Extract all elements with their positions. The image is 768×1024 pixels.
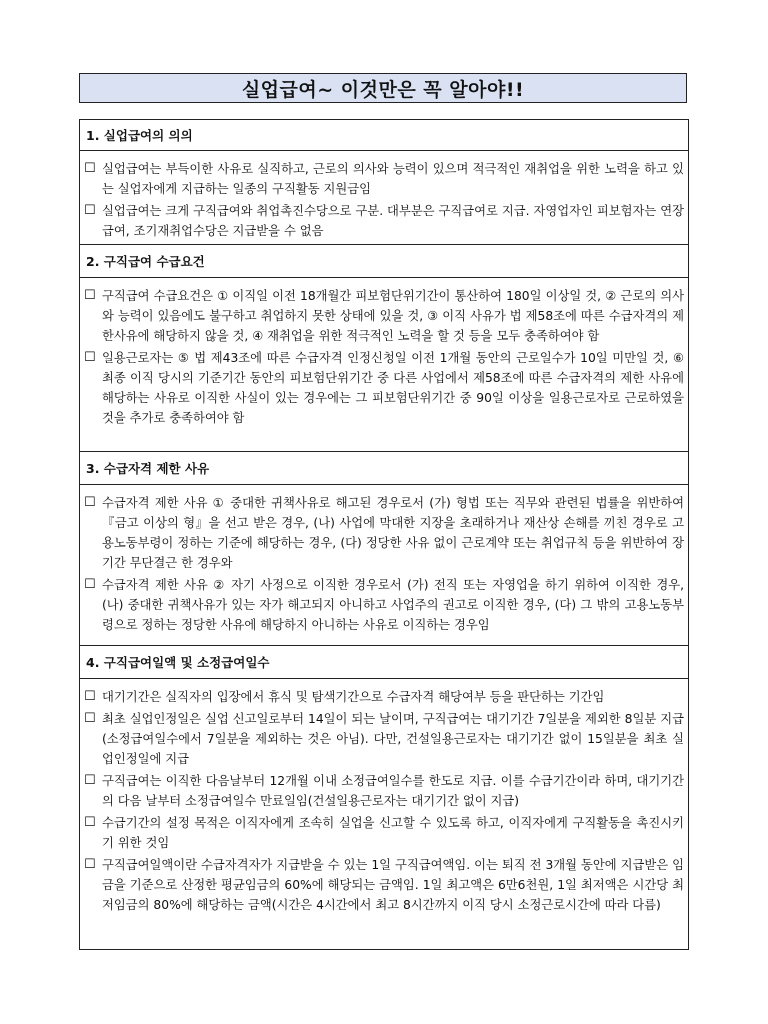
checkbox-bullet-icon: ☐ bbox=[84, 161, 96, 176]
list-item-text: 구직급여일액이란 수급자격자가 지급받을 수 있는 1일 구직급여액임. 이는 퇴직 전 3개월 동안에 지급받은 임금을 기준으로 산정한 평균임금의 60%에 해당되는 금액임. 1일 최고액은 6만6천원, 1일 최저액은 시간당 최저임금의 80%에 해당하는 금액(시간은 4시간에서 최고 8시간까지 이직 당시 소정근로시간에 따라 다름) bbox=[102, 858, 684, 912]
checkbox-bullet-icon: ☐ bbox=[84, 288, 96, 303]
checkbox-bullet-icon: ☐ bbox=[84, 203, 96, 218]
section-body bbox=[80, 679, 688, 923]
list-item-text: 구직급여는 이직한 다음날부터 12개월 이내 소정급여일수를 한도로 지급. 이를 수급기간이라 하며, 대기기간의 다음 날부터 소정급여일수 만료일임(건설일용근로자는 대기기간 없이 지급) bbox=[102, 774, 684, 808]
list-item-text: 구직급여 수급요건은 ① 이직일 이전 18개월간 피보험단위기간이 통산하여 180일 이상일 것, ② 근로의 의사와 능력이 있음에도 불구하고 취업하지 못한 상태에 있을 것, ③ 이직 사유가 법 제58조에 따른 수급자격의 제한사유에 해당하지 않을 것, ④ 재취업을 위한 적극적인 노력을 할 것 등을 모두 충족하여야 함 bbox=[102, 289, 684, 343]
section-heading: 2. 구직급여 수급요건 bbox=[80, 245, 688, 278]
list-item bbox=[84, 813, 684, 853]
section-body bbox=[80, 485, 688, 646]
checkbox-bullet-icon: ☐ bbox=[84, 711, 96, 726]
list-item bbox=[84, 575, 684, 635]
list-item bbox=[84, 493, 684, 573]
section-heading: 4. 구직급여일액 및 소정급여일수 bbox=[80, 646, 688, 679]
list-item bbox=[84, 771, 684, 811]
list-item bbox=[84, 348, 684, 428]
list-item-text: 대기기간은 실직자의 입장에서 휴식 및 탐색기간으로 수급자격 해당여부 등을 판단하는 기간임 bbox=[102, 690, 605, 704]
checkbox-bullet-icon: ☐ bbox=[84, 689, 96, 704]
document-title: 실업급여~ 이것만은 꼭 알아야!! bbox=[79, 73, 687, 103]
list-item-text: 수급기간의 설정 목적은 이직자에게 조속히 실업을 신고할 수 있도록 하고, 이직자에게 구직활동을 촉진시키기 위한 것임 bbox=[102, 816, 684, 850]
checkbox-bullet-icon: ☐ bbox=[84, 577, 96, 592]
list-item-text: 수급자격 제한 사유 ① 중대한 귀책사유로 해고된 경우로서 (가) 형법 또는 직무와 관련된 법률을 위반하여 『금고 이상의 형』을 선고 받은 경우, (나) 사업에 막대한 지장을 초래하거나 재산상 손해를 끼친 경우로 고용노동부령이 정하는 기준에 해당하는 경우, (다) 정당한 사유 없이 근로계약 또는 취업규칙 등을 위반하여 장기간 무단결근 한 경우와 bbox=[102, 496, 684, 570]
section-body bbox=[80, 278, 688, 452]
list-item bbox=[84, 159, 684, 199]
list-item bbox=[84, 286, 684, 346]
checkbox-bullet-icon: ☐ bbox=[84, 495, 96, 510]
list-item bbox=[84, 201, 684, 241]
checkbox-bullet-icon: ☐ bbox=[84, 815, 96, 830]
section-body bbox=[80, 151, 688, 245]
list-item-text: 최초 실업인정일은 실업 신고일로부터 14일이 되는 날이며, 구직급여는 대기기간 7일분을 제외한 8일분 지급(소정급여일수에서 7일분을 제외하는 것은 아님). 다만, 건설일용근로자는 대기기간 없이 15일분을 최초 실업인정일에 지급 bbox=[102, 712, 684, 766]
list-item-text: 수급자격 제한 사유 ② 자기 사정으로 이직한 경우로서 (가) 전직 또는 자영업을 하기 위하여 이직한 경우, (나) 중대한 귀책사유가 있는 자가 해고되지 아니하고 사업주의 권고로 이직한 경우, (다) 그 밖의 고용노동부령으로 정하는 정당한 사유에 해당하지 아니하는 사유로 이직하는 경우임 bbox=[102, 578, 684, 632]
list-item bbox=[84, 687, 684, 707]
checkbox-bullet-icon: ☐ bbox=[84, 773, 96, 788]
list-item bbox=[84, 855, 684, 915]
section-heading: 3. 수급자격 제한 사유 bbox=[80, 452, 688, 485]
list-item-text: 일용근로자는 ⑤ 법 제43조에 따른 수급자격 인정신청일 이전 1개월 동안의 근로일수가 10일 미만일 것, ⑥ 최종 이직 당시의 기준기간 동안의 피보험단위기간 중 다른 사업에서 제58조에 따른 수급자격의 제한 사유에 해당하는 사유로 이직한 사실이 있는 경우에는 그 피보험단위기간 중 90일 이상을 일용근로자로 근로하였을 것을 추가로 충족하여야 함 bbox=[102, 351, 684, 425]
document-body bbox=[79, 119, 689, 950]
list-item-text: 실업급여는 크게 구직급여와 취업촉진수당으로 구분. 대부분은 구직급여로 지급. 자영업자인 피보험자는 연장급여, 조기재취업수당은 지급받을 수 없음 bbox=[102, 204, 684, 238]
list-item-text: 실업급여는 부득이한 사유로 실직하고, 근로의 의사와 능력이 있으며 적극적인 재취업을 위한 노력을 하고 있는 실업자에게 지급하는 일종의 구직활동 지원금임 bbox=[102, 162, 684, 196]
checkbox-bullet-icon: ☐ bbox=[84, 857, 96, 872]
list-item bbox=[84, 709, 684, 769]
checkbox-bullet-icon: ☐ bbox=[84, 350, 96, 365]
section-heading: 1. 실업급여의 의의 bbox=[80, 120, 688, 151]
